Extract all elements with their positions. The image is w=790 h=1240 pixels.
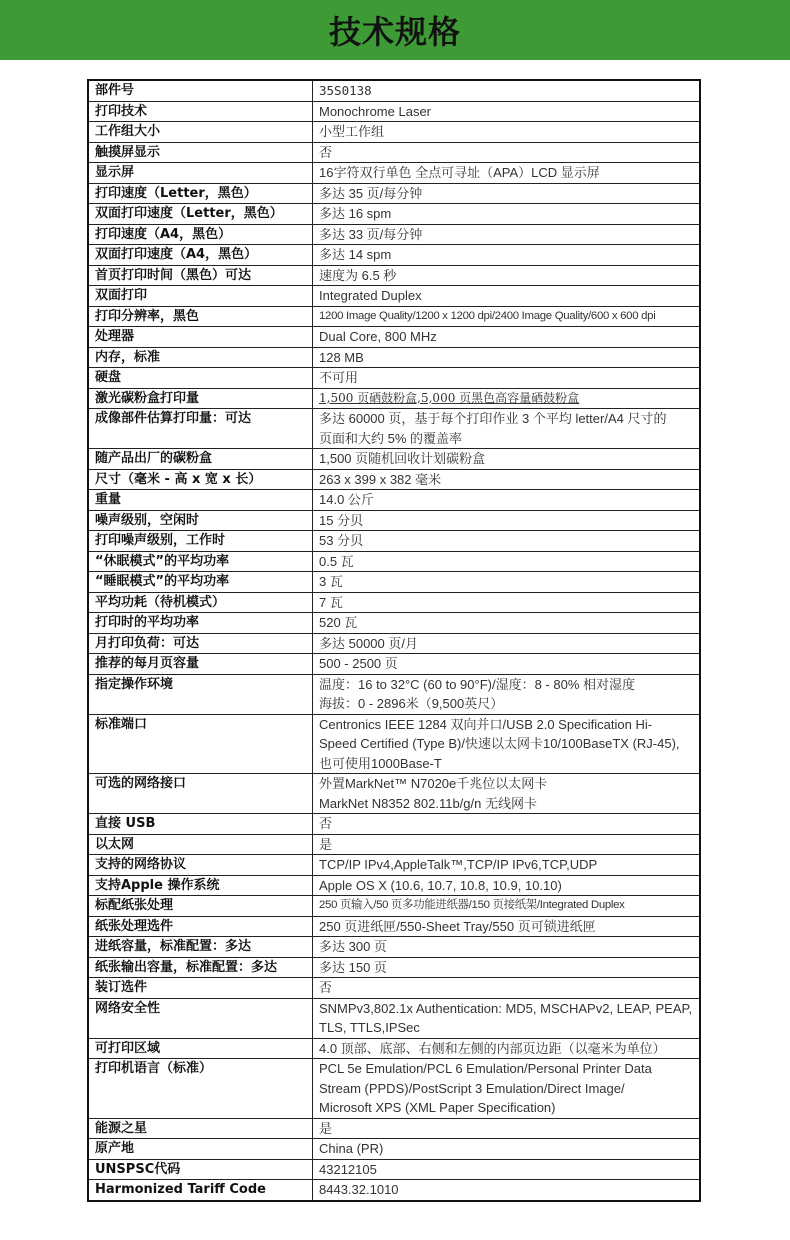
spec-row xyxy=(88,163,700,184)
spec-value-line: 1200 Image Quality/1200 x 1200 dpi/2400 Image Quality/600 x 600 dpi xyxy=(319,309,656,322)
spec-value xyxy=(313,122,701,143)
spec-value xyxy=(313,101,701,122)
spec-value xyxy=(313,490,701,511)
spec-value xyxy=(313,409,701,449)
spec-label: 进纸容量，标准配置：多达 xyxy=(88,937,313,958)
spec-row xyxy=(88,1139,700,1160)
spec-value-line: TCP/IP IPv4,AppleTalk™,TCP/IP IPv6,TCP,UDP xyxy=(319,857,598,872)
spec-value xyxy=(313,388,701,409)
spec-value xyxy=(313,245,701,266)
spec-value-line: Centronics IEEE 1284 双向并口/USB 2.0 Specification Hi- xyxy=(319,716,653,732)
spec-value xyxy=(313,1159,701,1180)
spec-value xyxy=(313,814,701,835)
spec-row xyxy=(88,347,700,368)
spec-label: 网络安全性 xyxy=(88,998,313,1038)
spec-value xyxy=(313,531,701,552)
spec-row xyxy=(88,306,700,327)
spec-value-line: 250 页输入/50 页多功能进纸器/150 页接纸架/Integrated Duplex xyxy=(319,899,625,911)
spec-row xyxy=(88,1038,700,1059)
spec-value-line: Speed Certified (Type B)/快速以太网卡10/100BaseTX (RJ-45), xyxy=(319,736,680,751)
spec-row xyxy=(88,855,700,876)
spec-row xyxy=(88,937,700,958)
spec-label: 标准端口 xyxy=(88,714,313,774)
spec-row xyxy=(88,896,700,917)
spec-value-line: Microsoft XPS (XML Paper Specification) xyxy=(319,1100,556,1115)
spec-value-line: 温度：16 to 32°C (60 to 90°F)/湿度：8 - 80% 相对湿度 xyxy=(319,676,635,692)
spec-label: 打印噪声级别，工作时 xyxy=(88,531,313,552)
spec-label: 打印时的平均功率 xyxy=(88,613,313,634)
spec-value xyxy=(313,774,701,814)
spec-label: 噪声级别，空闲时 xyxy=(88,510,313,531)
spec-row xyxy=(88,183,700,204)
spec-value xyxy=(313,347,701,368)
spec-label: 处理器 xyxy=(88,327,313,348)
spec-value xyxy=(313,204,701,225)
spec-value-line: 也可使用1000Base-T xyxy=(319,755,442,771)
spec-value xyxy=(313,469,701,490)
spec-value-line: 否 xyxy=(319,816,333,831)
spec-value-line: 外置MarkNet™ N7020e千兆位以太网卡 xyxy=(319,776,548,791)
spec-value-line: 15 分贝 xyxy=(319,512,364,528)
spec-row xyxy=(88,1159,700,1180)
spec-label: 首页打印时间（黑色）可达 xyxy=(88,265,313,286)
spec-value xyxy=(313,1118,701,1139)
spec-row xyxy=(88,80,700,101)
spec-table xyxy=(87,79,701,1202)
spec-value-line: 1,500 页随机回收计划碳粉盒 xyxy=(319,451,486,466)
spec-value-line: 多达 300 页 xyxy=(319,939,387,954)
spec-value xyxy=(313,674,701,714)
spec-value-line: 7 瓦 xyxy=(319,594,343,610)
spec-row xyxy=(88,957,700,978)
spec-row xyxy=(88,714,700,774)
spec-value-line: 否 xyxy=(319,980,333,995)
spec-value xyxy=(313,163,701,184)
spec-value-line: 多达 150 页 xyxy=(319,959,387,975)
spec-value-line: 3 瓦 xyxy=(319,574,343,589)
spec-value-line: 多达 35 页/每分钟 xyxy=(319,185,423,201)
spec-value xyxy=(313,937,701,958)
spec-row xyxy=(88,122,700,143)
spec-row xyxy=(88,633,700,654)
spec-label: 以太网 xyxy=(88,834,313,855)
spec-value-line: 1,500 页硒鼓粉盒,5,000 页黑色高容量硒鼓粉盒 xyxy=(319,390,580,405)
spec-row xyxy=(88,510,700,531)
spec-label: 打印速度（Letter，黑色） xyxy=(88,183,313,204)
spec-label: 尺寸（毫米 - 高 x 宽 x 长） xyxy=(88,469,313,490)
spec-value xyxy=(313,1139,701,1160)
spec-row xyxy=(88,592,700,613)
spec-value xyxy=(313,80,701,101)
spec-value xyxy=(313,855,701,876)
spec-row xyxy=(88,368,700,389)
spec-row xyxy=(88,1180,700,1201)
spec-value-line: MarkNet N8352 802.11b/g/n 无线网卡 xyxy=(319,795,537,811)
spec-row xyxy=(88,449,700,470)
spec-label: 指定操作环境 xyxy=(88,674,313,714)
spec-value-line: 16字符双行单色 全点可寻址（APA）LCD 显示屏 xyxy=(319,165,600,180)
spec-value-line: 小型工作组 xyxy=(319,124,385,139)
spec-value xyxy=(313,654,701,675)
spec-label: 打印机语言（标准） xyxy=(88,1059,313,1119)
spec-value xyxy=(313,224,701,245)
spec-row xyxy=(88,224,700,245)
spec-value-line: 43212105 xyxy=(319,1161,377,1177)
spec-value xyxy=(313,183,701,204)
spec-value xyxy=(313,510,701,531)
spec-value xyxy=(313,714,701,774)
spec-label: 平均功耗（待机模式） xyxy=(88,592,313,613)
spec-row xyxy=(88,388,700,409)
spec-value-line: Apple OS X (10.6, 10.7, 10.8, 10.9, 10.10) xyxy=(319,877,562,893)
spec-label: 支持的网络协议 xyxy=(88,855,313,876)
spec-value xyxy=(313,1059,701,1119)
spec-value xyxy=(313,449,701,470)
spec-value-line: TLS, TTLS,IPSec xyxy=(319,1020,420,1035)
spec-label: 重量 xyxy=(88,490,313,511)
spec-value xyxy=(313,551,701,572)
spec-value-line: 520 瓦 xyxy=(319,615,358,630)
spec-row xyxy=(88,916,700,937)
spec-label: 可打印区域 xyxy=(88,1038,313,1059)
spec-row xyxy=(88,814,700,835)
spec-label: 标配纸张处理 xyxy=(88,896,313,917)
spec-label: 双面打印速度（Letter，黑色） xyxy=(88,204,313,225)
spec-label: 双面打印 xyxy=(88,286,313,307)
spec-row xyxy=(88,572,700,593)
spec-label: 随产品出厂的碳粉盒 xyxy=(88,449,313,470)
spec-value xyxy=(313,142,701,163)
spec-label: 纸张处理选件 xyxy=(88,916,313,937)
spec-row xyxy=(88,613,700,634)
spec-value-line: 35S0138 xyxy=(319,83,372,98)
spec-row xyxy=(88,469,700,490)
spec-row xyxy=(88,1118,700,1139)
spec-value xyxy=(313,286,701,307)
spec-value-line: 多达 33 页/每分钟 xyxy=(319,226,423,242)
spec-value-line: 海拔：0 - 2896米（9,500英尺） xyxy=(319,696,504,711)
spec-row xyxy=(88,327,700,348)
spec-label: 推荐的每月页容量 xyxy=(88,654,313,675)
spec-label: UNSPSC代码 xyxy=(88,1159,313,1180)
spec-label: 支持Apple 操作系统 xyxy=(88,875,313,896)
spec-value-line: 多达 60000 页，基于每个打印作业 3 个平均 letter/A4 尺寸的 xyxy=(319,411,667,426)
spec-value-line: 8443.32.1010 xyxy=(319,1182,399,1197)
spec-row xyxy=(88,834,700,855)
spec-value xyxy=(313,916,701,937)
spec-row xyxy=(88,998,700,1038)
spec-value-line: Dual Core, 800 MHz xyxy=(319,329,437,344)
spec-value-line: 4.0 顶部、底部、右侧和左侧的内部页边距（以毫米为单位） xyxy=(319,1040,666,1056)
spec-row xyxy=(88,674,700,714)
spec-label: 打印速度（A4，黑色） xyxy=(88,224,313,245)
spec-row xyxy=(88,101,700,122)
spec-value-line: SNMPv3,802.1x Authentication: MD5, MSCHAPv2, LEAP, PEAP, xyxy=(319,1000,693,1016)
spec-row xyxy=(88,265,700,286)
spec-value-line: 速度为 6.5 秒 xyxy=(319,267,397,283)
spec-value xyxy=(313,327,701,348)
spec-label: 激光碳粉盒打印量 xyxy=(88,388,313,409)
spec-value xyxy=(313,998,701,1038)
spec-value-line: 是 xyxy=(319,836,333,852)
spec-value-line: 是 xyxy=(319,1120,333,1136)
spec-row xyxy=(88,286,700,307)
spec-row xyxy=(88,978,700,999)
spec-label: 显示屏 xyxy=(88,163,313,184)
spec-row xyxy=(88,654,700,675)
spec-label: 硬盘 xyxy=(88,368,313,389)
spec-value-line: 不可用 xyxy=(319,370,359,385)
spec-value xyxy=(313,1038,701,1059)
spec-value xyxy=(313,368,701,389)
spec-value-line: 否 xyxy=(319,144,333,160)
spec-label: 内存，标准 xyxy=(88,347,313,368)
spec-value-line: 多达 14 spm xyxy=(319,247,392,262)
spec-label: 工作组大小 xyxy=(88,122,313,143)
spec-value-line: 多达 16 spm xyxy=(319,206,392,221)
spec-value xyxy=(313,896,701,917)
spec-value-line: Integrated Duplex xyxy=(319,288,422,303)
spec-value xyxy=(313,875,701,896)
spec-value-line: 页面和大约 5% 的覆盖率 xyxy=(319,430,463,446)
spec-row xyxy=(88,551,700,572)
spec-label: 能源之星 xyxy=(88,1118,313,1139)
title-banner xyxy=(0,0,790,60)
spec-row xyxy=(88,531,700,552)
spec-label: 打印技术 xyxy=(88,101,313,122)
spec-value xyxy=(313,306,701,327)
spec-value xyxy=(313,592,701,613)
spec-value-line: PCL 5e Emulation/PCL 6 Emulation/Personal Printer Data xyxy=(319,1061,652,1076)
spec-value-line: 500 - 2500 页 xyxy=(319,656,398,671)
spec-value-line: 0.5 瓦 xyxy=(319,553,354,569)
spec-label: “睡眠模式”的平均功率 xyxy=(88,572,313,593)
spec-value-line: 53 分贝 xyxy=(319,533,364,548)
spec-label: 月打印负荷：可达 xyxy=(88,633,313,654)
spec-value-line: 14.0 公斤 xyxy=(319,492,374,507)
spec-value xyxy=(313,633,701,654)
spec-label: 成像部件估算打印量：可达 xyxy=(88,409,313,449)
page-title: 技术规格 xyxy=(328,13,461,51)
spec-value xyxy=(313,572,701,593)
spec-label: 原产地 xyxy=(88,1139,313,1160)
spec-value xyxy=(313,613,701,634)
spec-label: 触摸屏显示 xyxy=(88,142,313,163)
spec-label: 直接 USB xyxy=(88,814,313,835)
spec-value-line: 128 MB xyxy=(319,349,364,365)
spec-label: 可选的网络接口 xyxy=(88,774,313,814)
spec-value-line: 263 x 399 x 382 毫米 xyxy=(319,471,442,487)
spec-label: 装订选件 xyxy=(88,978,313,999)
spec-label: 纸张输出容量，标准配置：多达 xyxy=(88,957,313,978)
spec-label: 部件号 xyxy=(88,80,313,101)
spec-value xyxy=(313,978,701,999)
spec-value xyxy=(313,834,701,855)
spec-row xyxy=(88,142,700,163)
spec-label: Harmonized Tariff Code xyxy=(88,1180,313,1201)
spec-row xyxy=(88,204,700,225)
spec-row xyxy=(88,875,700,896)
spec-value-line: China (PR) xyxy=(319,1141,384,1156)
spec-value-line: Monochrome Laser xyxy=(319,103,431,119)
spec-row xyxy=(88,1059,700,1119)
spec-label: “休眠模式”的平均功率 xyxy=(88,551,313,572)
spec-value xyxy=(313,1180,701,1201)
spec-value-line: 250 页进纸匣/550-Sheet Tray/550 页可锁进纸匣 xyxy=(319,918,596,934)
spec-row xyxy=(88,774,700,814)
spec-table-body xyxy=(88,80,700,1201)
spec-value-line: Stream (PPDS)/PostScript 3 Emulation/Direct Image/ xyxy=(319,1080,625,1096)
spec-value-line: 多达 50000 页/月 xyxy=(319,635,418,651)
spec-row xyxy=(88,490,700,511)
spec-row xyxy=(88,409,700,449)
spec-row xyxy=(88,245,700,266)
spec-label: 打印分辨率，黑色 xyxy=(88,306,313,327)
spec-value xyxy=(313,957,701,978)
spec-label: 双面打印速度（A4，黑色） xyxy=(88,245,313,266)
spec-value xyxy=(313,265,701,286)
